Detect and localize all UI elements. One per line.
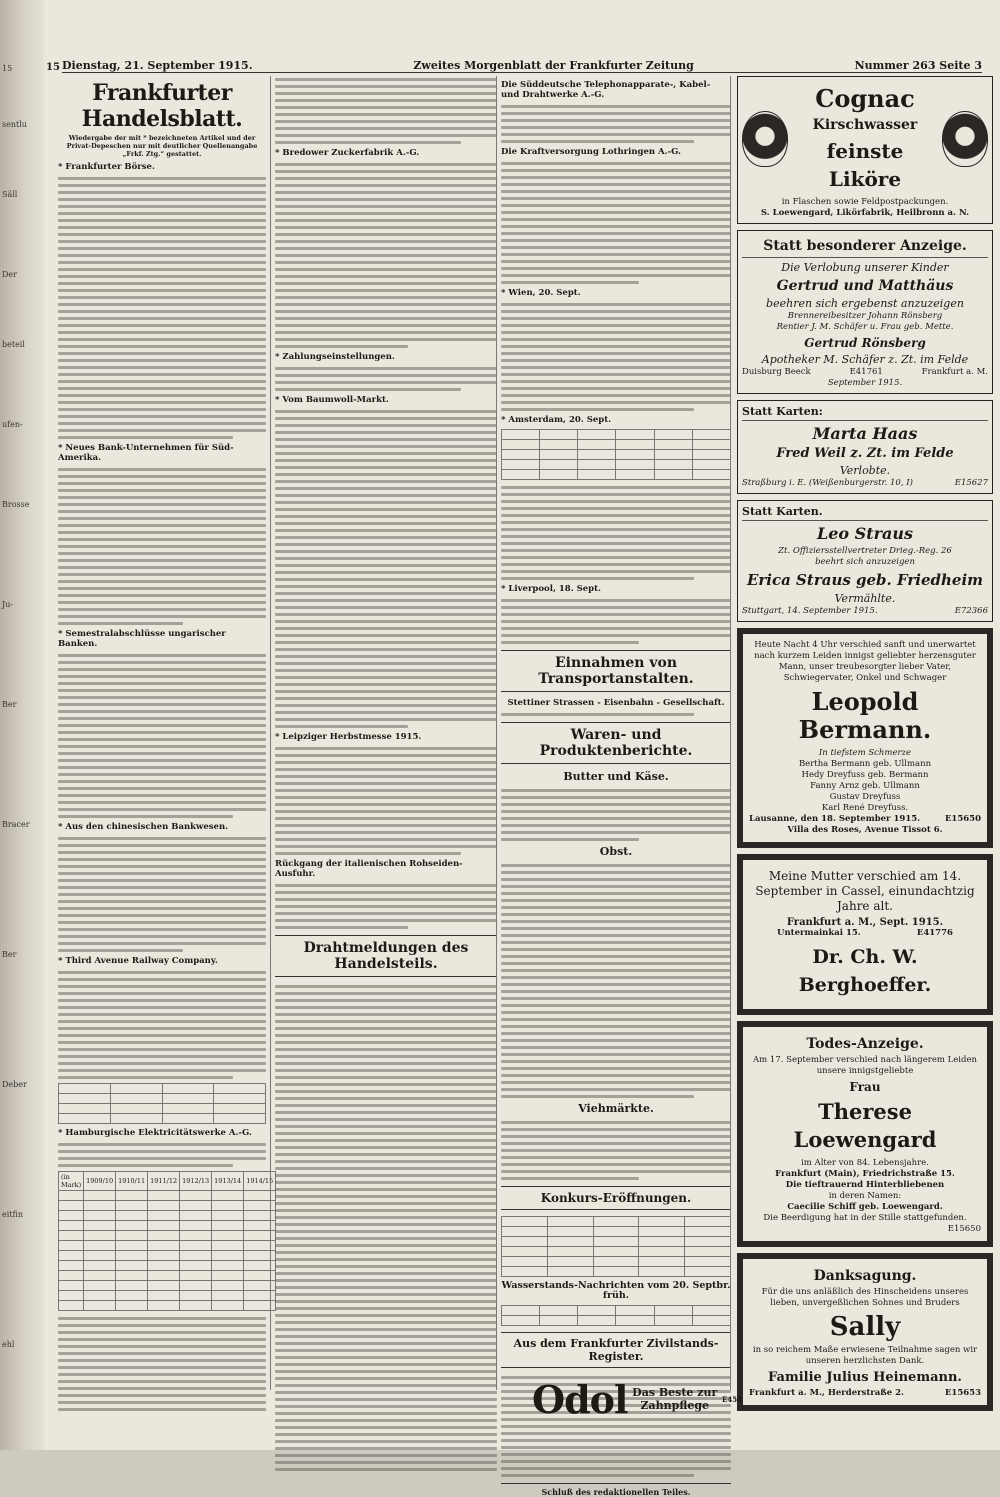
section-heading: Wasserstands-Nachrichten vom 20. Septbr. früh. xyxy=(501,1280,731,1301)
article-body xyxy=(58,175,266,439)
ad-mourner: Hedy Dreyfuss geb. Bermann xyxy=(801,770,929,780)
ad-name: Sally xyxy=(829,1312,901,1342)
ad-place: Frankfurt (Main), Friedrichstraße 15. xyxy=(775,1169,955,1179)
section-heading: Drahtmeldungen des Handelsteils. xyxy=(275,935,497,977)
article-title: * Amsterdam, 20. Sept. xyxy=(501,415,612,425)
gutter-fragment: Deber xyxy=(2,1080,27,1089)
ad-head: Todes-Anzeige. xyxy=(806,1036,924,1052)
ad-cognac-line2: Kirschwasser xyxy=(812,117,918,133)
ad-word: Vermählte. xyxy=(834,592,896,605)
ad-name: Leopold Bermann. xyxy=(798,687,932,744)
ad-odol xyxy=(532,1368,742,1430)
ad-ref: E15650 xyxy=(944,814,981,824)
ad-straus xyxy=(737,500,993,622)
ad-odol-brand: Odol xyxy=(532,1376,628,1422)
header-issue: Nummer 263 Seite 3 xyxy=(854,59,982,72)
ad-head: Danksagung. xyxy=(813,1268,917,1284)
article-body xyxy=(275,983,497,1471)
ad-place: Straßburg i. E. (Weißenburgerstr. 10, I) xyxy=(742,478,913,488)
article-body xyxy=(501,787,731,841)
ad-name: Dr. Ch. W. Berghoeffer. xyxy=(798,946,932,996)
emblem-icon xyxy=(942,111,988,167)
bankruptcy-table xyxy=(501,1216,731,1277)
ad-engagement xyxy=(737,230,993,394)
article-body xyxy=(58,652,266,818)
ad-haas xyxy=(737,400,993,494)
ad-mourner: Gustav Dreyfuss xyxy=(829,792,901,802)
masthead-subtitle: Wiedergabe der mit * bezeichneten Artikel und der Privat-Depeschen nur mit deutlicher Quellenangabe „Frkf. Ztg.“ gestattet. xyxy=(66,134,258,158)
ad-text: Meine Mutter verschied am 14. September in Cassel, einundachtzig Jahre alt. xyxy=(755,869,975,913)
section-heading: Waren- und Produktenberichte. xyxy=(501,722,731,764)
ad-ref: E15650 xyxy=(947,1224,981,1234)
gutter-fragment: Ber xyxy=(2,700,17,709)
gutter-fragment: 15 xyxy=(2,64,13,73)
ad-mourners-sub: in deren Namen: xyxy=(828,1191,902,1201)
section-masthead: Frankfurter Handelsblatt. xyxy=(81,80,243,132)
ad-name: Erica Straus geb. Friedheim xyxy=(746,571,984,589)
column-4-ads xyxy=(730,76,993,1398)
ad-cognac-line3: feinste Liköre xyxy=(826,139,904,191)
article-body xyxy=(501,103,731,143)
gutter-fragment: Der xyxy=(2,270,17,279)
gutter-fragment: beteil xyxy=(2,340,25,349)
article-title: * Third Avenue Railway Company. xyxy=(58,956,218,966)
article-body xyxy=(58,835,266,952)
article-title: * Zahlungseinstellungen. xyxy=(275,352,395,362)
gutter-fragment: eitfin xyxy=(2,1210,23,1219)
article-body xyxy=(275,76,497,144)
ad-name: Therese Loewengard xyxy=(793,1099,937,1152)
ad-cognac-line1: Cognac xyxy=(815,84,915,113)
article-body xyxy=(501,160,731,284)
ad-text: beehren sich ergebenst anzuzeigen xyxy=(766,297,964,310)
page-number: 15 xyxy=(46,62,60,73)
ad-street: Untermainkai 15. xyxy=(777,928,861,938)
gutter-fragment: sentlu xyxy=(2,120,27,129)
article-body xyxy=(275,882,497,929)
adjacent-page-gutter xyxy=(0,0,44,1450)
ad-place: Duisburg Beeck xyxy=(742,367,811,377)
article-body xyxy=(501,1119,731,1180)
ad-ref: E41776 xyxy=(916,928,953,938)
header-date: Dienstag, 21. September 1915. xyxy=(62,59,253,72)
ad-names: Rentier J. M. Schäfer u. Frau geb. Mette. xyxy=(776,322,954,332)
water-level-table xyxy=(501,1305,731,1326)
ad-name: Apotheker M. Schäfer z. Zt. im Felde xyxy=(761,353,969,366)
article-title: * Vom Baumwoll-Markt. xyxy=(275,395,389,405)
ad-names: Brennereibesitzer Johann Rönsberg xyxy=(787,311,943,321)
ad-odol-slogan: Das Beste zur Zahnpflege xyxy=(632,1386,718,1412)
article-body xyxy=(275,745,497,855)
article-body xyxy=(58,969,266,1079)
emblem-icon xyxy=(742,111,788,167)
article-title: Die Kraftversorgung Lothringen A.-G. xyxy=(501,147,682,157)
header-masthead: Zweites Morgenblatt der Frankfurter Zeitung xyxy=(413,59,694,72)
gutter-fragment: ehl xyxy=(2,1340,15,1349)
article-body xyxy=(275,161,497,348)
ad-name: Fred Weil z. Zt. im Felde xyxy=(776,446,954,461)
ad-date: September 1915. xyxy=(827,378,903,388)
ad-text: Am 17. September verschied nach längerem Leiden unsere innigstgeliebte xyxy=(753,1055,977,1076)
table-header: 1914/15 xyxy=(244,1172,276,1191)
market-table xyxy=(501,429,731,480)
ad-mourner: Fanny Arnz geb. Ullmann xyxy=(810,781,920,791)
gutter-fragment: Ju- xyxy=(2,600,14,609)
ad-mourners-head: In tiefstem Schmerze xyxy=(818,748,912,758)
article-body xyxy=(58,1315,266,1411)
ad-family: Familie Julius Heinemann. xyxy=(768,1370,962,1385)
ad-address: Villa des Roses, Avenue Tissot 6. xyxy=(787,825,943,835)
article-body xyxy=(501,862,731,1098)
ad-bermann xyxy=(737,628,993,848)
article-body xyxy=(501,484,731,580)
ad-text: Für die uns anläßlich des Hinscheidens unseres lieben, unvergeßlichen Sohnes und Bruders xyxy=(761,1287,969,1308)
article-body xyxy=(58,466,266,625)
gutter-fragment: Brosse xyxy=(2,500,30,509)
ad-mourner: Karl René Dreyfuss. xyxy=(821,803,909,813)
article-title: * Liverpool, 18. Sept. xyxy=(501,584,601,594)
ad-cognac-line4: in Flaschen sowie Feldpostpackungen. xyxy=(781,197,949,207)
ad-note: Die Beerdigung hat in der Stille stattgefunden. xyxy=(763,1213,967,1223)
ad-name: Gertrud Rönsberg xyxy=(804,336,926,350)
ad-ref: E15627 xyxy=(954,478,988,488)
ad-head: Statt Karten: xyxy=(742,405,988,421)
ad-couple: Gertrud und Matthäus xyxy=(776,278,954,294)
article-title: * Neues Bank-Unternehmen für Süd-Amerika. xyxy=(58,443,234,463)
section-heading: Einnahmen von Transportanstalten. xyxy=(501,650,731,692)
ad-ref: E72366 xyxy=(954,606,988,616)
ad-danksagung xyxy=(737,1253,993,1411)
article-body xyxy=(501,301,731,411)
article-body xyxy=(58,1141,266,1167)
article-title: * Aus den chinesischen Bankwesen. xyxy=(58,822,229,832)
subsection-heading: Viehmärkte. xyxy=(578,1102,654,1115)
section-heading: Konkurs-Eröffnungen. xyxy=(501,1186,731,1210)
ad-age: im Alter von 84. Lebensjahre. xyxy=(801,1158,929,1168)
financial-table-large xyxy=(58,1171,276,1311)
section-line: Stettiner Strassen - Eisenbahn - Gesellschaft. xyxy=(507,698,725,708)
gutter-fragment: ufen- xyxy=(2,420,23,429)
ad-head: Statt Karten. xyxy=(742,505,988,521)
article-body xyxy=(275,365,497,391)
table-header: 1911/12 xyxy=(148,1172,180,1191)
article-title: * Bredower Zuckerfabrik A.-G. xyxy=(275,148,420,158)
ad-text: in so reichem Maße erwiesene Teilnahme sagen wir unseren herzlichsten Dank. xyxy=(752,1345,978,1366)
ad-title: Frau xyxy=(849,1080,881,1094)
ad-place: Frankfurt a. M. xyxy=(921,367,988,377)
ad-mourner: Bertha Bermann geb. Ullmann xyxy=(798,759,932,769)
newspaper-page xyxy=(44,0,1000,1497)
article-title: * Wien, 20. Sept. xyxy=(501,288,581,298)
ad-loewengard xyxy=(737,1021,993,1247)
table-header: 1910/11 xyxy=(116,1172,148,1191)
ad-mourners-head: Die tieftrauernd Hinterbliebenen xyxy=(785,1180,945,1190)
ad-text: Heute Nacht 4 Uhr verschied sanft und unerwartet nach kurzem Leiden innigst geliebter herzensguter Mann, unser treubesorgter lieber Vater, Schwiegervater, Onkel und Schwager xyxy=(754,640,976,683)
gutter-fragment: Ber xyxy=(2,950,17,959)
article-body xyxy=(501,711,731,716)
article-title: Die Süddeutsche Telephonapparate-, Kabel- und Drahtwerke A.-G. xyxy=(501,80,711,100)
subsection-heading: Butter und Käse. xyxy=(563,770,669,783)
ad-text: Zt. Offiziersstellvertreter Drieg.-Reg. 26 xyxy=(778,546,952,556)
ad-cognac xyxy=(737,76,993,224)
ad-word: Verlobte. xyxy=(839,464,891,477)
table-header: (in Mark) xyxy=(59,1172,84,1191)
table-header: 1912/13 xyxy=(180,1172,212,1191)
financial-table xyxy=(58,1083,266,1124)
article-title: Rückgang der italienischen Rohseiden-Ausfuhr. xyxy=(275,859,463,879)
column-2 xyxy=(270,76,497,1390)
section-heading: Aus dem Frankfurter Zivilstands-Register. xyxy=(501,1332,731,1368)
gutter-fragment: Säll xyxy=(2,190,18,199)
gutter-fragment: Bracer xyxy=(2,820,30,829)
article-title: * Leipziger Herbstmesse 1915. xyxy=(275,732,422,742)
table-header: 1909/10 xyxy=(84,1172,116,1191)
page-header xyxy=(62,58,982,73)
ad-mourner: Caecilie Schiff geb. Loewengard. xyxy=(787,1202,943,1212)
ad-place: Stuttgart, 14. September 1915. xyxy=(742,606,878,616)
ad-text: Die Verlobung unserer Kinder xyxy=(781,261,949,274)
article-body xyxy=(501,597,731,644)
ad-name: Leo Straus xyxy=(816,524,914,543)
ad-ref: E41761 xyxy=(849,367,883,377)
ad-ref: E454 xyxy=(722,1394,742,1404)
article-title: * Frankfurter Börse. xyxy=(58,162,155,172)
ad-cognac-line5: S. Loewengard, Likörfabrik, Heilbronn a. N. xyxy=(760,208,970,218)
ad-head: Statt besonderer Anzeige. xyxy=(742,238,988,258)
ad-text: beehrt sich anzuzeigen xyxy=(815,557,915,567)
ad-name: Marta Haas xyxy=(812,424,918,443)
ad-ref: E15653 xyxy=(944,1388,981,1398)
ad-place: Frankfurt a. M., Herderstraße 2. xyxy=(749,1388,904,1398)
end-of-editorial: Schluß des redaktionellen Teiles. xyxy=(501,1483,731,1497)
article-body xyxy=(275,408,497,728)
ad-place: Frankfurt a. M., Sept. 1915. xyxy=(786,917,944,928)
article-title: * Hamburgische Elektricitätswerke A.-G. xyxy=(58,1128,252,1138)
subsection-heading: Obst. xyxy=(599,845,633,858)
article-title: * Semestralabschlüsse ungarischer Banken. xyxy=(58,629,226,649)
ad-place: Lausanne, den 18. September 1915. xyxy=(749,814,921,824)
column-1 xyxy=(58,76,274,1390)
table-header: 1913/14 xyxy=(212,1172,244,1191)
ad-berghoeffer xyxy=(737,854,993,1015)
